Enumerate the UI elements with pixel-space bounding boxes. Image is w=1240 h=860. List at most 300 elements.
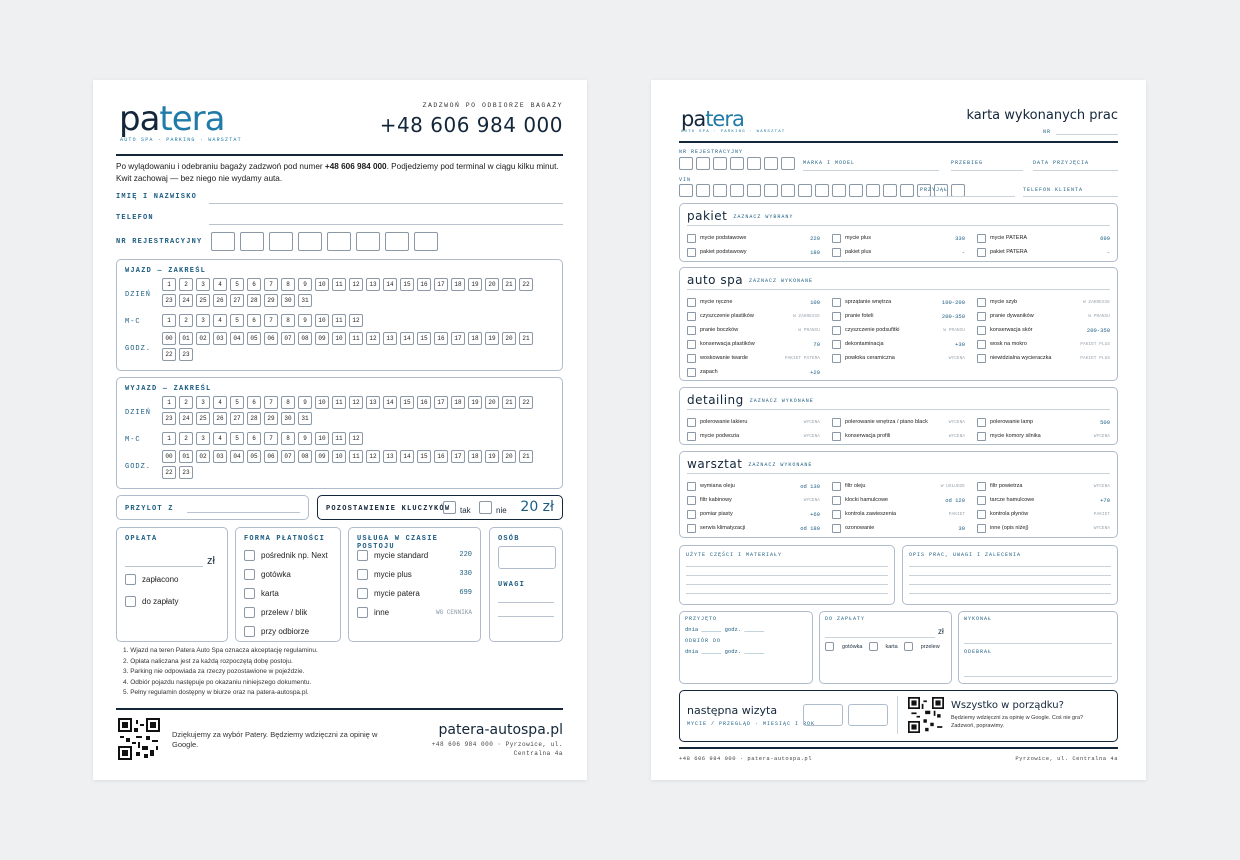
service-item[interactable] [687,415,820,429]
cell-04[interactable]: 04 [230,332,244,345]
cell-08[interactable]: 08 [298,450,312,463]
cell-23[interactable]: 23 [162,412,176,425]
service-name: pakiet PATERA [990,249,1028,255]
method-checkbox[interactable] [244,626,255,637]
cell-11[interactable]: 11 [332,278,346,291]
cell-19[interactable]: 19 [485,332,499,345]
cell-06[interactable]: 06 [264,450,278,463]
rules-list: 1. Wjazd na teren Patera Auto Spa oznacza akceptację regulaminu. 2. Opłata naliczana jest za każdą rozpoczętą dobę postoju. 3. Parking nie odpowiada za rzeczy pozostawione w pojeździe. 4. Odbiór pojazdu następuje po okazaniu niniejszego dokumentu. 5. Pełny regulamin dostępny w biurze oraz na patera-autospa.pl. [123,647,318,696]
service-item[interactable] [977,323,1110,337]
service-item[interactable] [832,351,965,365]
cell-19[interactable]: 19 [485,450,499,463]
cell-18[interactable]: 18 [468,332,482,345]
service-item[interactable] [977,309,1110,323]
service-name: mycie podwozia [700,433,740,439]
cell-12[interactable]: 12 [349,314,363,327]
service-name: mycie ręczne [700,299,733,305]
cell-23[interactable]: 23 [179,348,193,361]
cell-9[interactable]: 9 [298,314,312,327]
next-visit-box: następna wizyta MYCIE / PRZEGLĄD · MIESIĄC I ROK Wszystko w porządku? Będziemy wdzięczni za opinię w Google. Coś nie gra? Zadzwoń, poprawimy. [679,690,1118,742]
cell-11[interactable]: 11 [332,432,346,445]
cell-7[interactable]: 7 [264,432,278,445]
cell-21[interactable]: 21 [502,278,516,291]
cell-17[interactable]: 17 [434,396,448,409]
cell-17[interactable]: 17 [451,332,465,345]
cell-20[interactable]: 20 [502,332,516,345]
cell-7[interactable]: 7 [264,314,278,327]
cell-13[interactable]: 13 [366,396,380,409]
cell-2[interactable]: 2 [179,314,193,327]
cell-15[interactable]: 15 [400,278,414,291]
checkbox[interactable] [977,524,986,533]
checkbox[interactable] [687,248,696,257]
cell-04[interactable]: 04 [230,450,244,463]
cell-1[interactable]: 1 [162,432,176,445]
service-price: - [961,248,965,256]
cell-8[interactable]: 8 [281,278,295,291]
cell-13[interactable]: 13 [383,450,397,463]
service-checkbox[interactable] [357,550,368,561]
cell-15[interactable]: 15 [417,332,431,345]
checkbox[interactable] [687,432,696,441]
cell-05[interactable]: 05 [247,332,261,345]
departure-months[interactable] [162,432,542,445]
cell-03[interactable]: 03 [213,450,227,463]
checkbox[interactable] [977,418,986,427]
service-item[interactable] [977,295,1110,309]
cell-14[interactable]: 14 [400,332,414,345]
cell-26[interactable]: 26 [213,294,227,307]
done-signature[interactable] [964,643,1112,644]
date-field[interactable] [1033,170,1118,171]
cell-18[interactable]: 18 [451,278,465,291]
service-price: - [1106,248,1110,256]
cell-24[interactable]: 24 [179,294,193,307]
cell-1[interactable]: 1 [162,396,176,409]
notes-line[interactable] [498,616,554,617]
cell-4[interactable]: 4 [213,396,227,409]
departure-days[interactable] [162,396,542,425]
cell-23[interactable]: 23 [162,294,176,307]
checkbox[interactable] [687,234,696,243]
keys-price: 20 zł [520,499,554,515]
cell-16[interactable]: 16 [417,396,431,409]
checkbox[interactable] [832,354,841,363]
cell-14[interactable]: 14 [383,396,397,409]
cell-07[interactable]: 07 [281,450,295,463]
cell-26[interactable]: 26 [213,412,227,425]
checkbox[interactable] [687,482,696,491]
cell-01[interactable]: 01 [179,332,193,345]
checkbox[interactable] [832,418,841,427]
cell-21[interactable]: 21 [519,450,533,463]
notes-line[interactable] [498,602,554,603]
checkbox[interactable] [832,248,841,257]
cell-14[interactable]: 14 [400,450,414,463]
cell-12[interactable]: 12 [366,332,380,345]
make-field[interactable] [803,170,939,171]
checkbox[interactable] [832,496,841,505]
cell-11[interactable]: 11 [349,332,363,345]
cell-21[interactable]: 21 [519,332,533,345]
service-item[interactable] [977,245,1110,259]
service-item[interactable] [832,309,965,323]
checkbox[interactable] [977,354,986,363]
cell-31[interactable]: 31 [298,412,312,425]
logo-tagline: AUTO SPA · PARKING · WARSZTAT [681,130,786,134]
service-item[interactable] [977,337,1110,351]
cell-8[interactable]: 8 [281,314,295,327]
cell-17[interactable]: 17 [434,278,448,291]
service-item[interactable] [977,479,1110,493]
cell-15[interactable]: 15 [417,450,431,463]
checkbox[interactable] [687,496,696,505]
service-name: ozonowanie [845,525,875,531]
cell-13[interactable]: 13 [366,278,380,291]
checkbox[interactable] [687,340,696,349]
service-item[interactable] [687,365,820,379]
service-name: powłoka ceramiczna [845,355,895,361]
service-price: +30 [955,340,965,348]
intro-text: Po wylądowaniu i odebraniu bagaży zadzwoń pod numer +48 606 984 000. Podjedziemy pod terminal w ciągu kilku minut. Kwit zachowaj — bez niego nie wydamy auta. [116,162,559,183]
keys-yes-checkbox[interactable] [443,501,456,514]
cell-17[interactable]: 17 [451,450,465,463]
service-price: PAKIET [948,511,965,517]
cell-11[interactable]: 11 [349,450,363,463]
service-name: pranie dywaników [990,313,1034,319]
to-pay-checkbox[interactable] [125,596,136,607]
parts-line[interactable] [686,566,888,567]
service-name: wymiana oleju [700,483,735,489]
cell-28[interactable]: 28 [247,294,261,307]
cell-9[interactable]: 9 [298,278,312,291]
cell-18[interactable]: 18 [468,450,482,463]
accepted-field[interactable] [920,196,1015,197]
checkbox[interactable] [687,326,696,335]
collected-signature[interactable] [964,676,1112,677]
service-name: woskowanie twarde [700,355,748,361]
cell-30[interactable]: 30 [281,294,295,307]
phone-field[interactable] [209,224,563,225]
cell-11[interactable]: 11 [332,396,346,409]
reg-boxes[interactable] [211,232,438,251]
cell-5[interactable]: 5 [230,396,244,409]
checkbox[interactable] [832,510,841,519]
departure-hours[interactable] [162,450,542,479]
checkbox[interactable] [832,298,841,307]
cell-12[interactable]: 12 [349,278,363,291]
service-price: 200-350 [941,312,965,320]
service-item[interactable] [832,521,965,535]
cell-29[interactable]: 29 [264,294,278,307]
cell-6[interactable]: 6 [247,314,261,327]
cell-14[interactable]: 14 [383,278,397,291]
service-item[interactable] [832,323,965,337]
service-item[interactable] [687,507,820,521]
cell-20[interactable]: 20 [485,396,499,409]
service-name: serwis klimatyzacji [700,525,746,531]
next-year-field[interactable] [848,704,888,726]
cell-19[interactable]: 19 [468,396,482,409]
service-item[interactable] [687,351,820,365]
cell-19[interactable]: 19 [468,278,482,291]
cell-9[interactable]: 9 [298,432,312,445]
checkbox[interactable] [977,340,986,349]
checkbox[interactable] [977,248,986,257]
service-price: 699 [1100,234,1110,242]
cell-28[interactable]: 28 [247,412,261,425]
workshop-section: warsztat ZAZNACZ WYKONANE wymiana oleju od 130 filtr oleju W USŁUDZE filtr powietrza WYCENA filtr kabinowy WYCENA klocki hamulcowe od 120 tarcze hamulcowe +70 pomiar piasty +60 kontrola zawieszenia PAKIET kontrola płynów PAKIET serwis klimatyzacji od 180 ozonowanie 30 inne (opis niżej) WYCENA [679,451,1118,538]
checkbox[interactable] [832,524,841,533]
method-checkbox[interactable] [244,588,255,599]
service-item[interactable] [977,415,1110,429]
cell-12[interactable]: 12 [349,396,363,409]
service-item[interactable] [832,295,965,309]
service-item[interactable] [832,479,965,493]
cell-15[interactable]: 15 [400,396,414,409]
cell-9[interactable]: 9 [298,396,312,409]
cell-16[interactable]: 16 [434,450,448,463]
checkbox[interactable] [832,482,841,491]
method-checkbox[interactable] [244,607,255,618]
cell-02[interactable]: 02 [196,450,210,463]
cell-16[interactable]: 16 [434,332,448,345]
cell-1[interactable]: 1 [162,278,176,291]
service-item[interactable] [832,493,965,507]
cell-11[interactable]: 11 [332,314,346,327]
cell-2[interactable]: 2 [179,278,193,291]
checkbox[interactable] [832,312,841,321]
checkbox[interactable] [687,354,696,363]
arrival-months[interactable] [162,314,542,327]
service-price: PAKIET [1093,511,1110,517]
work-card-page: patera AUTO SPA · PARKING · WARSZTAT karta wykonanych prac NR NR REJESTRACYJNY MARKA I MODEL PRZEBIEG DATA PRZYJĘCIA VIN PRZYJĄŁ TELEFON KLIENTA pakiet ZAZNACZ WYBRANY mycie podstawowe 220 mycie plus 330 mycie PATERA 699 pakiet podstawowy 180 pakiet plus - pakiet PATERA - auto spa ZAZNACZ WYKONANE mycie ręczne 100 sprzątanie wnętrza 100-200 mycie szyb W ZAKRESIE czyszczenie plastików W ZAKRESIE pranie foteli 200-350 pranie dywaników W PRANIU pranie boczków W PRANIU czyszczenie podsufitki W PRANIU konserwacja skór 200-350 konserwacja plastików 70 dekontaminacja +30 wosk na mokro PAKIET PLUS woskowanie twarde PAKIET PATERA powłoka ceramiczna WYCENA niewidzialna wycieraczka PAKIET PLUS zapach +20 detailing ZAZNACZ WYKONANE polerowanie lakieru WYCENA polerowanie wnętrza / piano black WYCENA polerowanie lamp 500 mycie podwozia WYCENA konserwacja profili WYCENA mycie komory silnika WYCENA warsztat ZAZNACZ WYKONANE wymiana oleju od 130 filtr oleju W USŁUDZE filtr powietrza WYCENA filtr kabinowy WYCENA klocki hamulcowe od 120 tarcze hamulcowe +70 pomiar piasty +60 kontrola zawieszenia PAKIET kontrola płynów PAKIET serwis klimatyzacji od 180 ozonowanie 30 inne (opis niżej) WYCENA UŻYTE CZĘŚCI I MATERIAŁY OPIS PRAC, UWAGI I ZALECENIA PRZYJĘTO dnia ______ godz. ______ ODBIÓR DO dnia ______ godz. ______ DO ZAPŁATY zł gotówka karta przelew WYKONAŁ ODEBRAŁ następna wizyta MYCIE / PRZEGLĄD · MIESIĄC I ROK Wszystko w porządku? Będziemy wdzięczni za opinię w Google. Coś nie gra? Zadzwoń, poprawimy. +48 606 984 000 · patera-autospa.pl Pyrzowice, ul. Centralna 4a [651,80,1146,780]
cell-4[interactable]: 4 [213,278,227,291]
cell-6[interactable]: 6 [247,396,261,409]
service-item[interactable] [832,415,965,429]
service-item[interactable] [687,521,820,535]
amount-field[interactable] [125,566,203,567]
cell-20[interactable]: 20 [485,278,499,291]
service-item[interactable] [687,245,820,259]
cell-25[interactable]: 25 [196,412,210,425]
cell-25[interactable]: 25 [196,294,210,307]
cell-12[interactable]: 12 [349,432,363,445]
service-name: polerowanie lakieru [700,419,748,425]
cell-7[interactable]: 7 [264,278,278,291]
service-item[interactable] [977,493,1110,507]
method-checkbox[interactable] [244,569,255,580]
service-item[interactable] [832,231,965,245]
cell-22[interactable]: 22 [162,348,176,361]
checkbox[interactable] [832,234,841,243]
cell-21[interactable]: 21 [502,396,516,409]
cell-10[interactable]: 10 [315,432,329,445]
cell-01[interactable]: 01 [179,450,193,463]
cell-23[interactable]: 23 [179,466,193,479]
cell-10[interactable]: 10 [315,314,329,327]
checkbox[interactable] [687,418,696,427]
service-item[interactable] [977,231,1110,245]
cell-02[interactable]: 02 [196,332,210,345]
cell-13[interactable]: 13 [383,332,397,345]
checkbox[interactable] [977,482,986,491]
cell-27[interactable]: 27 [230,294,244,307]
checkbox[interactable] [977,496,986,505]
cell-00[interactable]: 00 [162,450,176,463]
service-item[interactable] [832,507,965,521]
transfer-checkbox[interactable] [904,642,913,651]
checkbox[interactable] [832,432,841,441]
service-item[interactable] [977,521,1110,535]
cell-10[interactable]: 10 [332,450,346,463]
cell-27[interactable]: 27 [230,412,244,425]
checkbox[interactable] [977,432,986,441]
service-item[interactable] [977,429,1110,443]
service-name: konserwacja profili [845,433,891,439]
cell-5[interactable]: 5 [230,278,244,291]
checkbox[interactable] [687,368,696,377]
name-field[interactable] [209,203,563,204]
cell-05[interactable]: 05 [247,450,261,463]
service-checkbox[interactable] [357,569,368,580]
checkbox[interactable] [687,524,696,533]
service-price: od 120 [945,496,965,504]
cell-2[interactable]: 2 [179,432,193,445]
service-item[interactable] [977,507,1110,521]
service-name: konserwacja skór [990,327,1033,333]
phone-number: +48 606 984 000 [379,113,563,137]
payment-box: OPŁATA zł zapłacono do zapłaty [116,527,228,642]
cell-7[interactable]: 7 [264,396,278,409]
cell-6[interactable]: 6 [247,432,261,445]
cell-03[interactable]: 03 [213,332,227,345]
qr-code-icon [118,718,160,760]
cell-22[interactable]: 22 [519,278,533,291]
arrival-hours[interactable] [162,332,542,361]
service-item[interactable] [687,429,820,443]
service-price: W PRANIU [798,327,820,333]
cell-12[interactable]: 12 [366,450,380,463]
cell-8[interactable]: 8 [281,396,295,409]
service-name: dekontaminacja [845,341,884,347]
service-item[interactable] [977,351,1110,365]
next-month-field[interactable] [803,704,843,726]
service-item[interactable] [687,231,820,245]
cell-5[interactable]: 5 [230,432,244,445]
cell-4[interactable]: 4 [213,314,227,327]
cell-29[interactable]: 29 [264,412,278,425]
checkbox[interactable] [687,312,696,321]
cell-3[interactable]: 3 [196,278,210,291]
client-phone-field[interactable] [1023,196,1118,197]
service-item[interactable] [832,245,965,259]
service-item[interactable] [687,337,820,351]
keys-no-checkbox[interactable] [479,501,492,514]
checkbox[interactable] [977,234,986,243]
flight-field[interactable] [187,512,300,513]
cash-checkbox[interactable] [825,642,834,651]
cell-18[interactable]: 18 [451,396,465,409]
service-item[interactable] [687,493,820,507]
mileage-field[interactable] [951,170,1023,171]
website[interactable]: patera-autospa.pl [438,722,563,738]
cell-1[interactable]: 1 [162,314,176,327]
checkbox[interactable] [977,326,986,335]
checkbox[interactable] [687,298,696,307]
service-name: mycie komory silnika [990,433,1041,439]
service-name: pakiet podstawowy [700,249,747,255]
arrival-days[interactable] [162,278,542,307]
cell-4[interactable]: 4 [213,432,227,445]
cell-20[interactable]: 20 [502,450,516,463]
cell-22[interactable]: 22 [519,396,533,409]
cell-16[interactable]: 16 [417,278,431,291]
cell-3[interactable]: 3 [196,314,210,327]
amount-field[interactable] [825,637,935,638]
checkbox[interactable] [977,510,986,519]
service-item[interactable] [687,295,820,309]
service-item[interactable] [687,323,820,337]
service-item[interactable] [832,337,965,351]
cell-30[interactable]: 30 [281,412,295,425]
cell-2[interactable]: 2 [179,396,193,409]
service-item[interactable] [687,309,820,323]
cell-6[interactable]: 6 [247,278,261,291]
method-checkbox[interactable] [244,550,255,561]
cell-5[interactable]: 5 [230,314,244,327]
checkbox[interactable] [977,312,986,321]
service-price: 100-200 [941,298,965,306]
cell-07[interactable]: 07 [281,332,295,345]
cell-3[interactable]: 3 [196,396,210,409]
checkbox[interactable] [832,326,841,335]
cell-8[interactable]: 8 [281,432,295,445]
service-price: PAKIET PATERA [784,355,820,361]
departure-box: WYJAZD — ZAKREŚL DZIEŃ 1 2 3 4 5 6 7 8 9 10 11 12 13 14 15 16 17 18 19 20 21 22 23 24 25 26 27 28 29 30 31 M-C 1 2 3 4 5 6 7 8 9 10 11 12 GODZ. 00 01 02 03 04 05 06 07 08 09 10 11 12 13 14 15 16 17 18 19 20 21 22 23 [116,377,563,489]
notes-line[interactable] [909,566,1111,567]
checkbox[interactable] [687,510,696,519]
cell-08[interactable]: 08 [298,332,312,345]
cell-3[interactable]: 3 [196,432,210,445]
checkbox[interactable] [832,340,841,349]
call-hint: ZADZWOŃ PO ODBIORZE BAGAŻY [422,102,563,109]
service-price: 70 [813,340,820,348]
paid-checkbox[interactable] [125,574,136,585]
service-item[interactable] [832,429,965,443]
cell-31[interactable]: 31 [298,294,312,307]
checkbox[interactable] [977,298,986,307]
cell-09[interactable]: 09 [315,450,329,463]
cell-09[interactable]: 09 [315,332,329,345]
service-checkbox[interactable] [357,588,368,599]
card-checkbox[interactable] [869,642,878,651]
cell-10[interactable]: 10 [332,332,346,345]
service-name: zapach [700,369,718,375]
cell-06[interactable]: 06 [264,332,278,345]
cell-10[interactable]: 10 [315,278,329,291]
cell-00[interactable]: 00 [162,332,176,345]
service-price: W ZAKRESIE [1082,299,1110,305]
service-item[interactable] [687,479,820,493]
reg-boxes[interactable] [679,157,795,170]
cell-24[interactable]: 24 [179,412,193,425]
persons-field[interactable] [498,546,556,569]
cell-10[interactable]: 10 [315,396,329,409]
card-number-field[interactable] [1056,134,1118,135]
service-checkbox[interactable] [357,607,368,618]
cell-22[interactable]: 22 [162,466,176,479]
